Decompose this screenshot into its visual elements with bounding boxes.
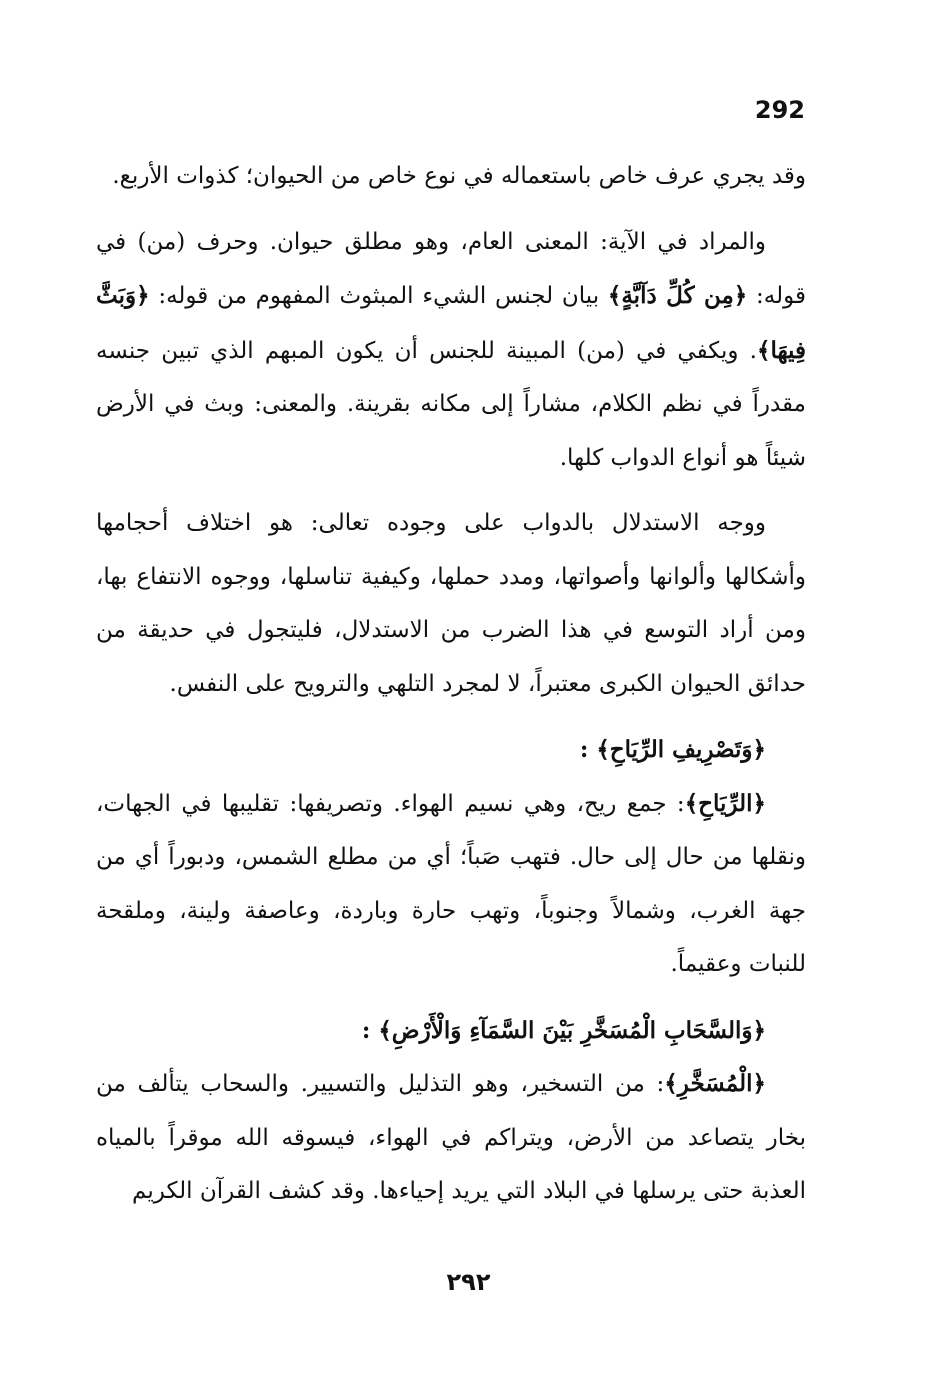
paragraph-4 [96, 777, 806, 992]
paragraph-2-text-b: بيان لجنس الشيء المبثوث المفهوم من قوله: [149, 283, 608, 309]
paragraph-4-text: : جمع ريح، وهي نسيم الهواء. وتصريفها: تقليبها في الجهات، ونقلها من حال إلى حال. فتهب صَباً؛ أي من مطلع الشمس، ودبوراً أي من جهة الغرب، وشمالاً وجنوباً، وتهب حارة وباردة، وعاصفة ولينة، وملقحة للنبات وعقيماً. [96, 790, 806, 977]
page-number-bottom: ٢٩٢ [446, 1268, 491, 1296]
paragraph-5 [96, 1057, 806, 1219]
body-text [96, 150, 806, 1231]
heading-winds-colon: : [579, 736, 597, 763]
section-heading-winds [96, 723, 806, 777]
paragraph-2 [96, 216, 806, 486]
paragraph-2-text-a: والمراد في الآية: المعنى العام، وهو مطلق حيوان. وحرف (من) في قوله: [96, 228, 807, 309]
paragraph-2-text-c: . ويكفي في (من) المبينة للجنس أن يكون المبهم الذي تبين جنسه مقدراً في نظم الكلام، مشاراً إلى مكانه بقرينة. والمعنى: وبث في الأرض شيئاً هو أنواع الدواب كلها. [96, 337, 806, 471]
heading-winds-quote: ﴿وَتَصْرِيفِ الرِّيَاحِ﴾ [596, 736, 766, 763]
musakhkhar-term: ﴿الْمُسَخَّرِ﴾ [664, 1070, 766, 1097]
heading-clouds-quote: ﴿وَالسَّحَابِ الْمُسَخَّرِ بَيْنَ السَّمَآءِ وَالْأَرْضِ﴾ [378, 1016, 766, 1044]
page-number-top: 292 [754, 96, 805, 124]
paragraph-5-text: : من التسخير، وهو التذليل والتسيير. والسحاب يتألف من بخار يتصاعد من الأرض، ويتراكم في الهواء، فيسوقه الله موقراً بالمياه العذبة حتى يرسلها في البلاد التي يريد إحياءها. وقد كشف القرآن الكريم [96, 1071, 806, 1204]
paragraph-3: ووجه الاستدلال بالدواب على وجوده تعالى: هو اختلاف أحجامها وأشكالها وألوانها وأصواتها، ومدد حملها، وكيفية تناسلها، ووجوه الانتفاع بها، ومن أراد التوسع في هذا الضرب من الاستدلال، فليتجول في حديقة من حدائق الحيوان الكبرى معتبراً، لا لمجرد التلهي والترويح على النفس. [96, 510, 806, 697]
paragraph-1: وقد يجري عرف خاص باستعماله في نوع خاص من الحيوان؛ كذوات الأربع. [112, 163, 806, 189]
quran-quote-2: ﴿وَبَثَّ فِيهَا﴾ [96, 282, 806, 364]
heading-clouds-colon: : [361, 1016, 379, 1044]
quran-quote-1: ﴿مِن كُلِّ دَآبَّةٍ﴾ [607, 282, 748, 309]
section-heading-clouds [96, 1004, 806, 1058]
winds-term: ﴿الرِّيَاحِ﴾ [684, 789, 766, 817]
